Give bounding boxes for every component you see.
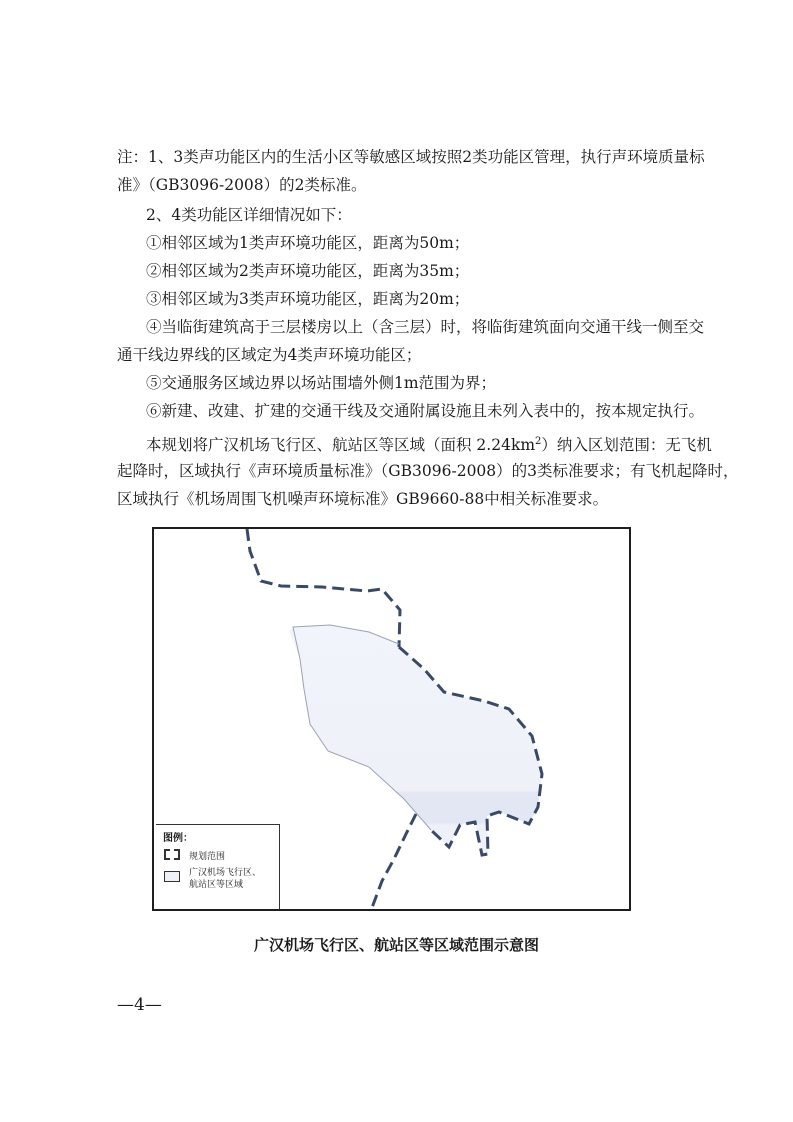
note-line-4: ①相邻区域为1类声环境功能区，距离为50m； — [146, 234, 470, 252]
page-number: —4— — [117, 995, 162, 1015]
dashed-boundary-icon — [164, 849, 180, 860]
note-line-9: ⑤交通服务区域边界以场站围墙外侧1m范围为界； — [146, 374, 497, 392]
legend-title: 图例： — [163, 833, 193, 844]
note-line-3: 2、4类功能区详细情况如下： — [146, 206, 352, 224]
paragraph-line-3: 区域执行《机场周围飞机噪声环境标准》GB9660-88中相关标准要求。 — [117, 490, 609, 508]
area-fill-icon — [164, 871, 180, 882]
paragraph-line-1b: ）纳入区划范围：无飞机 — [541, 436, 712, 455]
note-line-5: ②相邻区域为2类声环境功能区，距离为35m； — [146, 262, 470, 280]
legend-item-airport-area-line2: 航站区等区域 — [189, 880, 244, 890]
planning-boundary-lower — [370, 814, 416, 911]
note-line-10: ⑥新建、改建、扩建的交通干线及交通附属设施且未列入表中的，按本规定执行。 — [146, 402, 705, 420]
note-line-1: 注：1、3类声功能区内的生活小区等敏感区域按照2类功能区管理，执行声环境质量标 — [117, 148, 705, 166]
legend-item-planning-range: 规划范围 — [189, 852, 226, 862]
map-legend — [156, 824, 280, 911]
paragraph-line-1 — [146, 432, 712, 455]
legend-item-airport-area-line1: 广汉机场飞行区、 — [189, 868, 262, 878]
note-line-7: ④当临街建筑高于三层楼房以上（含三层）时，将临街建筑面向交通干线一侧至交 — [146, 318, 705, 336]
note-line-6: ③相邻区域为3类声环境功能区，距离为20m； — [146, 290, 470, 308]
note-line-8: 通干线边界线的区域定为4类声环境功能区； — [117, 346, 422, 364]
figure-caption: 广汉机场飞行区、航站区等区域范围示意图 — [253, 936, 539, 954]
paragraph-line-1a: 本规划将广汉机场飞行区、航站区等区域（面积 2.24km — [146, 436, 536, 455]
paragraph-line-2: 起降时，区域执行《声环境质量标准》（GB3096-2008）的3类标准要求；有飞机起降时， — [117, 462, 739, 480]
legend-item-airport-area — [189, 867, 261, 891]
airport-area-shape — [289, 625, 542, 855]
area-map — [152, 527, 631, 911]
area-unit-superscript: 2 — [535, 436, 542, 447]
note-line-2: 准》（GB3096-2008）的2类标准。 — [117, 176, 367, 194]
